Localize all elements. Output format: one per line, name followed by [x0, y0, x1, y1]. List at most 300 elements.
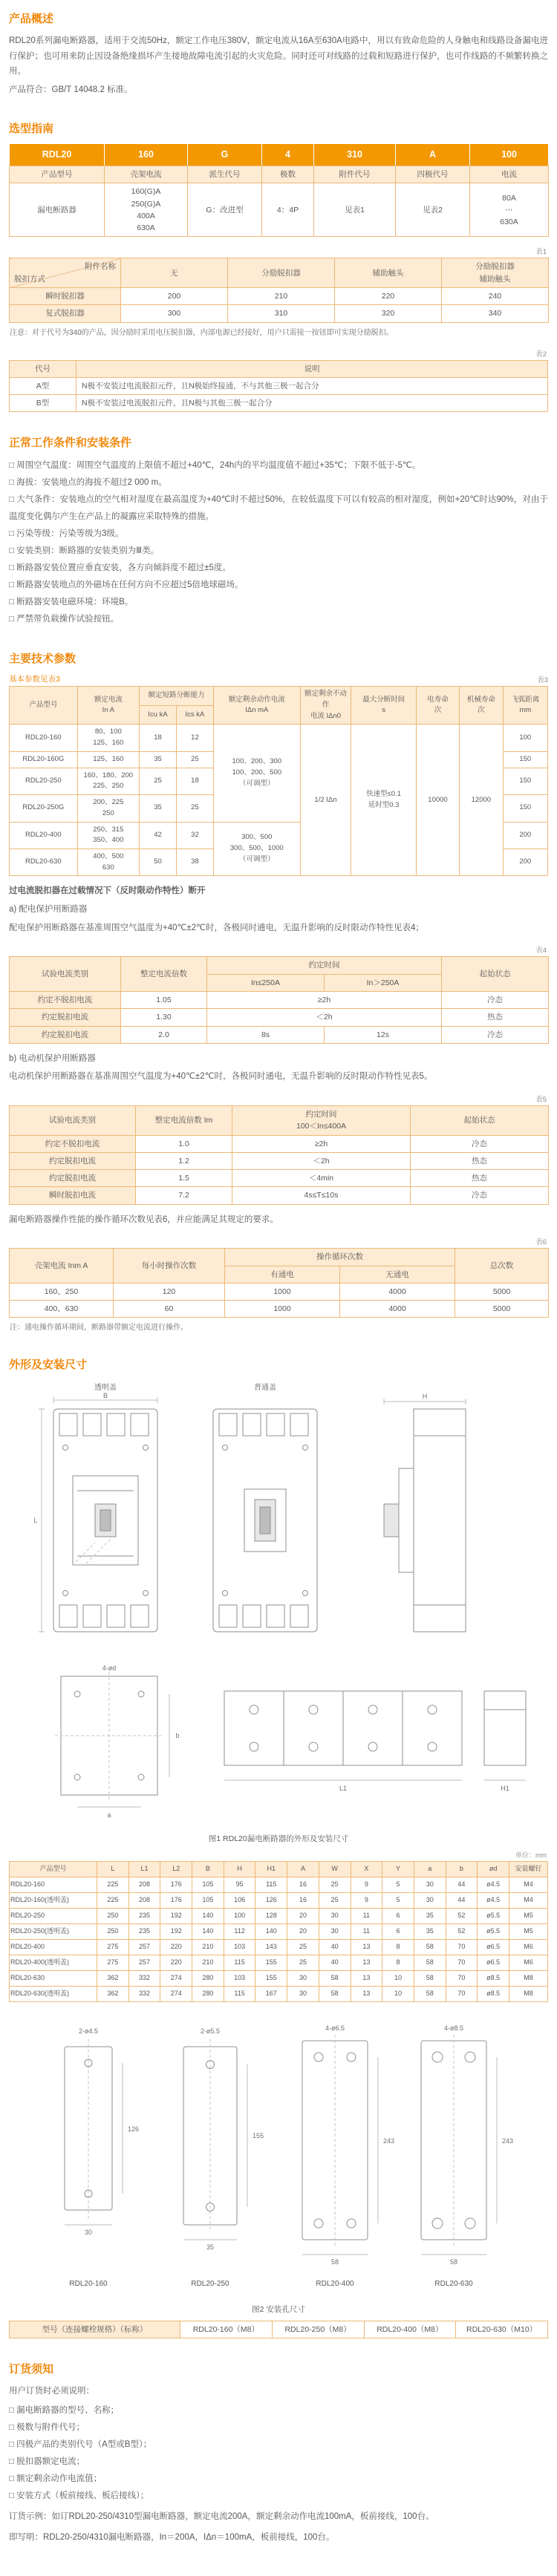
table-cell: RDL20-250G — [10, 795, 78, 822]
table-header-cell: 产品型号 — [10, 1862, 97, 1877]
list-item: □ 断路器安装电磁环境：环境B。 — [9, 598, 134, 607]
table-cell: ø5.5 — [478, 1924, 509, 1940]
figure1-caption: 图1 RDL20漏电断路器的外形及安装尺寸 — [208, 1834, 349, 1844]
table-cell: ø4.5 — [478, 1877, 509, 1893]
table-cell: 274 — [160, 1986, 192, 2001]
table-cell: M4 — [509, 1877, 548, 1893]
table-header-cell: 操作循环次数 — [225, 1249, 455, 1266]
table-cell: 58 — [414, 1986, 446, 2001]
table-header-cell: A — [287, 1862, 319, 1877]
table-cell: A型 — [10, 377, 76, 394]
table-header-cell: 4 — [262, 143, 314, 166]
table-header-cell: 总次数 — [455, 1249, 549, 1284]
table-cell: 235 — [128, 1924, 160, 1940]
table-cell: 6 — [382, 1909, 414, 1924]
table1-label: 表1 — [535, 248, 547, 257]
dim-label-h1: H1 — [501, 1785, 509, 1793]
table-cell: N极不安装过电流脱扣元件，且N极与其他三极一起合分 — [76, 395, 548, 412]
table-header-cell: 约定脱扣电流 — [10, 1170, 136, 1187]
table-cell: 52 — [446, 1909, 478, 1924]
table-cell: 332 — [128, 1971, 160, 1987]
table-header-cell: 额定剩余动作电流 IΔn mA — [213, 687, 300, 725]
table-header-cell: a — [414, 1862, 446, 1877]
table-cell: 200 — [121, 287, 228, 304]
operation-performance-table — [9, 1248, 549, 1318]
front-view-transparent — [33, 1392, 157, 1632]
table-cell: 30 — [287, 1986, 319, 2001]
table4-label: 表4 — [535, 947, 547, 955]
table-cell: 25 — [176, 795, 213, 822]
table-cell: RDL20-250 — [10, 1909, 97, 1924]
section-title-selection: 选型指南 — [9, 122, 54, 135]
table-cell: B型 — [10, 395, 76, 412]
table2-label: 表2 — [535, 350, 547, 359]
table-cell: 35 — [139, 795, 176, 822]
table-header-cell: L — [97, 1862, 129, 1877]
table-row — [10, 1986, 548, 2001]
table-cell: 115 — [224, 1955, 255, 1971]
table-cell: 200 — [503, 822, 548, 849]
table-header-cell: 起始状态 — [411, 1106, 549, 1136]
list-item: □ 严禁带负载操作试验按钮。 — [9, 615, 120, 624]
table-header-cell: 试验电流类别 — [10, 1106, 136, 1136]
figure1 — [9, 1379, 548, 1844]
table-cell: 60 — [114, 1301, 225, 1318]
table-cell: 250 — [97, 1924, 129, 1940]
table-cell: ø4.5 — [478, 1893, 509, 1909]
height-dim: 155 — [253, 2131, 264, 2139]
side-view — [384, 1393, 466, 1632]
mounting-holes-250 — [183, 2027, 264, 2288]
table5-label: 表5 — [535, 1096, 547, 1105]
table-cell: 280 — [192, 1986, 224, 2001]
table-cell: 105 — [192, 1877, 224, 1893]
table-cell: 52 — [446, 1924, 478, 1940]
table-cell: 120 — [114, 1283, 225, 1300]
table-row — [10, 1283, 549, 1300]
table-cell: RDL20-630(透明盖) — [10, 1986, 97, 2001]
table-cell: 176 — [160, 1877, 192, 1893]
table-cell: M6 — [509, 1955, 548, 1971]
table-header-cell: 160 — [105, 143, 188, 166]
table-cell: 38 — [176, 849, 213, 875]
table-row — [10, 1170, 549, 1187]
table-header-cell: H — [224, 1862, 255, 1877]
table-cell: 240 — [442, 287, 549, 304]
table-cell: 25 — [319, 1877, 351, 1893]
table-cell: 5 — [382, 1893, 414, 1909]
table-cell: 208 — [128, 1893, 160, 1909]
table-cell: 70 — [446, 1971, 478, 1987]
width-dim: 58 — [449, 2258, 458, 2266]
table-header-cell: L2 — [160, 1862, 192, 1877]
table-cell: 32 — [176, 822, 213, 849]
list-item: □ 极数与附件代号； — [9, 2422, 85, 2432]
distribution-trip-table — [9, 956, 549, 1043]
table-row — [10, 1187, 549, 1204]
table-cell: 210 — [192, 1955, 224, 1971]
dim-label-l: L — [33, 1517, 38, 1525]
mounting-holes-160 — [65, 2027, 139, 2288]
table-cell: 13 — [351, 1971, 382, 1987]
table-cell: 30 — [319, 1924, 351, 1940]
table-row — [10, 1026, 549, 1043]
table-row — [10, 1955, 548, 1971]
table-header-cell: 310 — [314, 143, 396, 166]
table-header-cell: 约定时间 — [207, 957, 442, 974]
model-label: RDL20-630 — [434, 2279, 473, 2288]
table-cell: 冷态 — [411, 1135, 549, 1152]
table-cell: 热态 — [411, 1152, 549, 1169]
section-title-tech: 主要技术参数 — [9, 653, 76, 666]
table-row — [10, 1971, 548, 1987]
table-cell: 13 — [351, 1955, 382, 1971]
table-cell: 220 — [160, 1940, 192, 1955]
table-header-cell: W — [319, 1862, 351, 1877]
table-cell: 1000 — [225, 1283, 340, 1300]
table-header-cell: 额定短路分断能力 — [139, 687, 213, 706]
table-cell: 25 — [176, 751, 213, 768]
table-cell: 160(G)A 250(G)A 400A 630A — [105, 183, 188, 237]
table-header-cell: Icu kA — [139, 705, 176, 725]
table-header-cell: 辅助触头 — [335, 258, 442, 288]
table-header-cell: 100 — [470, 143, 549, 166]
table-cell: 25 — [287, 1940, 319, 1955]
section-title-conditions: 正常工作条件和安装条件 — [9, 437, 132, 450]
table-cell: 见表1 — [314, 183, 396, 237]
table-cell: 25 — [139, 768, 176, 794]
table-cell: 1.2 — [136, 1152, 232, 1169]
table-cell: 200 — [503, 849, 548, 875]
table-cell: 58 — [414, 1955, 446, 1971]
section-title-dimensions: 外形及安装尺寸 — [9, 1359, 88, 1372]
hole-label: 4-ø8.5 — [443, 2024, 464, 2032]
table-cell: 35 — [414, 1924, 446, 1940]
figure1-drawing — [9, 1379, 548, 1825]
table-cell: 10 — [382, 1971, 414, 1987]
table-row — [10, 1249, 549, 1266]
table-cell: 12 — [176, 725, 213, 751]
table-cell: 2.0 — [121, 1026, 207, 1043]
table-row — [10, 305, 549, 322]
table-header-cell: 电寿命 次 — [416, 687, 459, 725]
table-cell: RDL20-400 — [10, 1940, 97, 1955]
main-parameters-table — [9, 686, 548, 876]
table-header-cell: 约定不脱扣电流 — [10, 1135, 136, 1152]
bottom-view — [224, 1691, 462, 1792]
overload-a-title: a) 配电保护用断路器 — [9, 905, 88, 915]
table-cell: ø6.5 — [478, 1955, 509, 1971]
table-cell: 9 — [351, 1877, 382, 1893]
table-cell: 冷态 — [411, 1187, 549, 1204]
table-header-cell: 无 — [121, 258, 228, 288]
table-cell: M5 — [509, 1924, 548, 1940]
table-cell: 210 — [228, 287, 335, 304]
table-header-cell: 壳架电流 Inm A — [10, 1249, 114, 1284]
table-row — [10, 1877, 548, 1893]
height-dim: 126 — [128, 2125, 140, 2133]
table-row — [10, 1893, 548, 1909]
table-cell: 220 — [335, 287, 442, 304]
list-item: □ 大气条件：安装地点的空气相对湿度在最高温度为+40℃时不超过50%，在较低温度下可以有较高的相对湿度，例如+20℃时达90%，对由于温度变化偶尔产生在产品上的凝露应采取特殊的措施。 — [9, 495, 548, 522]
table-cell: 10000 — [416, 725, 459, 876]
table1-note: 注意：对于代号为340的产品，因分励时采用电压脱扣器，内部电源已经接好，用户只需接一按钮即可实现分励脱扣。 — [10, 328, 394, 337]
table-cell: 18 — [176, 768, 213, 794]
accessory-code-table — [9, 258, 549, 322]
table-cell: 1.5 — [136, 1170, 232, 1187]
table-cell: 30 — [414, 1893, 446, 1909]
hole-label: 2-ø4.5 — [78, 2027, 99, 2035]
table-cell: RDL20-630 — [10, 1971, 97, 1987]
table-header-cell: 瞬时脱扣电流 — [10, 1187, 136, 1204]
table-header-cell: H1 — [255, 1862, 287, 1877]
list-item: □ 额定剩余动作电流值； — [9, 2474, 102, 2483]
table-header-cell: 无通电 — [340, 1266, 455, 1283]
list-item: □ 周围空气温度：周围空气温度的上限值不超过+40℃，24h内的平均温度值不超过+35℃；下限不低于-5℃。 — [9, 461, 421, 471]
overview-paragraph: RDL20系列漏电断路器，适用于交流50Hz，额定工作电压380V，额定电流从16A至630A电路中，用以有致命危险的人身触电和线路设备漏电进行保护；也可用来防止因设备绝缘损坏产生接地故障电流引起的火灾危险。同时还可对线路的过载和短路进行保护，也可作线路的不频繁转换之用。 — [9, 36, 548, 76]
table-cell: M4 — [509, 1893, 548, 1909]
model-label: RDL20-160 — [69, 2279, 108, 2288]
list-item: □ 脱扣器额定电流； — [9, 2456, 85, 2466]
table-cell: RDL20-400 — [10, 822, 78, 849]
table-header-cell: L1 — [128, 1862, 160, 1877]
table-cell: 225 — [97, 1877, 129, 1893]
table-cell: 310 — [228, 305, 335, 322]
table-header-cell: Ics kA — [176, 705, 213, 725]
table-cell: 160、180、200 225、250 — [77, 768, 139, 794]
table-cell: RDL20-630 — [10, 849, 78, 875]
table-header-cell: 整定电流倍数 Im — [136, 1106, 232, 1136]
table-cell: 274 — [160, 1971, 192, 1987]
table-cell: 冷态 — [442, 1026, 549, 1043]
table-header-cell: 复式脱扣器 — [10, 305, 121, 322]
table-header-cell: 整定电流倍数 — [121, 957, 207, 992]
table-cell: 30 — [414, 1877, 446, 1893]
overview-standard: 产品符合：GB/T 14048.2 标准。 — [9, 85, 133, 95]
table-row — [10, 360, 548, 377]
table-cell: 1000 — [225, 1301, 340, 1318]
table-header-cell: 约定脱扣电流 — [10, 1009, 121, 1026]
table-cell: RDL20-160 — [10, 1877, 97, 1893]
table-header-cell: 约定脱扣电流 — [10, 1026, 121, 1043]
table-header-cell: 试验电流类别 — [10, 957, 121, 992]
table-header-cell: 约定脱扣电流 — [10, 1152, 136, 1169]
table-cell: 100 — [503, 725, 548, 751]
table-cell: 快速型≤0.1 延时型0.3 — [351, 725, 416, 876]
table-cell: 5000 — [455, 1301, 549, 1318]
table-cell: RDL20-250(透明盖) — [10, 1924, 97, 1940]
table-cell: 42 — [139, 822, 176, 849]
table-row — [10, 1924, 548, 1940]
table-row — [10, 143, 549, 166]
dim-label-b: B — [102, 1392, 108, 1400]
table-header-cell: 壳架电流 — [105, 166, 188, 183]
table-cell: ≥2h — [232, 1135, 411, 1152]
table-cell: 275 — [97, 1955, 129, 1971]
table-cell: 140 — [255, 1924, 287, 1940]
table-row — [10, 166, 549, 183]
table6-note: 注：通电操作循环期间，断路器带额定电流进行操作。 — [10, 1324, 188, 1333]
front-view-ordinary — [213, 1409, 317, 1632]
table-header-cell: 额定电流 In A — [77, 687, 139, 725]
table-header-cell: A — [396, 143, 470, 166]
table-cell: 257 — [128, 1955, 160, 1971]
table-row — [10, 991, 549, 1008]
table-cell: G：改进型 — [188, 183, 262, 237]
selection-model-table — [9, 143, 549, 238]
table-row — [10, 1909, 548, 1924]
table-cell: ＜4min — [232, 1170, 411, 1187]
table-cell: 140 — [192, 1924, 224, 1940]
table-header-cell: 额定剩余不动作 电流 IΔn0 — [300, 687, 351, 725]
model-label: RDL20-400 — [316, 2279, 354, 2288]
table-cell: 4：4P — [262, 183, 314, 237]
table-cell: RDL20-400(透明盖) — [10, 1955, 97, 1971]
table-cell: 9 — [351, 1893, 382, 1909]
table-cell: 225 — [97, 1893, 129, 1909]
table-header-cell: X — [351, 1862, 382, 1877]
table-row — [10, 258, 549, 288]
dim-label-holes: 4-ød — [102, 1664, 117, 1673]
figure1-left-label: 透明盖 — [94, 1384, 117, 1393]
table-cell: 150 — [503, 768, 548, 794]
table-cell: 20 — [287, 1909, 319, 1924]
hole-label: 4-ø6.5 — [325, 2024, 345, 2032]
section-title-overview: 产品概述 — [9, 13, 54, 25]
table-cell: 140 — [192, 1909, 224, 1924]
table-cell: 70 — [446, 1986, 478, 2001]
table-cell: RDL20-250 — [10, 768, 78, 794]
table-cell: 400、630 — [10, 1301, 114, 1318]
table-cell: 115 — [224, 1986, 255, 2001]
table-cell: 143 — [255, 1940, 287, 1955]
table-cell: 362 — [97, 1986, 129, 2001]
section-title-ordering: 订货须知 — [9, 2363, 54, 2376]
table-cell: 220 — [160, 1955, 192, 1971]
connection-table — [9, 2321, 548, 2338]
table-cell: 400、500 630 — [77, 849, 139, 875]
table-cell: 167 — [255, 1986, 287, 2001]
table-header-cell: B — [192, 1862, 224, 1877]
width-dim: 58 — [330, 2258, 339, 2266]
table-cell: 10 — [382, 1986, 414, 2001]
motor-trip-table — [9, 1105, 549, 1205]
dimension-table — [9, 1861, 548, 2001]
table-cell: RDL20-160G — [10, 751, 78, 768]
table-cell: 103 — [224, 1971, 255, 1987]
table-row — [10, 1301, 549, 1318]
table-cell: 58 — [414, 1940, 446, 1955]
table-cell: 103 — [224, 1940, 255, 1955]
table-header-cell: 派生代号 — [188, 166, 262, 183]
table-cell: N极不安装过电流脱扣元件，且N极始终接通，不与其他三极一起合分 — [76, 377, 548, 394]
table-cell: 25 — [287, 1955, 319, 1971]
table-cell: 106 — [224, 1893, 255, 1909]
table-cell: ø8.5 — [478, 1971, 509, 1987]
figure2-caption: 图2 安装孔尺寸 — [252, 2304, 305, 2314]
mounting-holes-400 — [302, 2024, 394, 2288]
table-cell: RDL20-630（M10） — [456, 2321, 548, 2338]
table-row — [10, 725, 548, 751]
table-header-cell: ød — [478, 1862, 509, 1877]
table-cell: 热态 — [411, 1170, 549, 1187]
table-cell: 275 — [97, 1940, 129, 1955]
table-header-cell: In＞250A — [325, 974, 442, 991]
table-cell: 128 — [255, 1909, 287, 1924]
table-header-cell: 代号 — [10, 360, 76, 377]
table-cell: 150 — [503, 751, 548, 768]
height-dim: 243 — [502, 2137, 514, 2145]
table-cell: 160、250 — [10, 1283, 114, 1300]
table-header-cell: 分励脱扣器 — [228, 258, 335, 288]
table-cell: 332 — [128, 1986, 160, 2001]
pole-code-table — [9, 360, 548, 413]
table-cell: M6 — [509, 1940, 548, 1955]
table-cell: 208 — [128, 1877, 160, 1893]
table-cell: 44 — [446, 1877, 478, 1893]
table-cell: 192 — [160, 1909, 192, 1924]
ordering-list — [9, 2402, 548, 2505]
table-cell: 58 — [319, 1971, 351, 1987]
basic-params-label: 基本参数见表3 — [9, 675, 60, 684]
table-row — [10, 1152, 549, 1169]
table-cell: 12000 — [460, 725, 503, 876]
table-cell: 1.30 — [121, 1009, 207, 1026]
table-cell: 200、225 250 — [77, 795, 139, 822]
table-cell: 16 — [287, 1893, 319, 1909]
table-cell: 250、315 350、400 — [77, 822, 139, 849]
table-row — [10, 1009, 549, 1026]
table-cell: 7.2 — [136, 1187, 232, 1204]
table-header-cell: G — [188, 143, 262, 166]
table-cell: M8 — [509, 1971, 548, 1987]
overload-a-text: 配电保护用断路器在基准周围空气温度为+40℃±2℃时，各极同时通电，无温升影响的反时限动作特性见表4； — [9, 923, 424, 932]
table-row — [10, 1940, 548, 1955]
table-cell: 18 — [139, 725, 176, 751]
table-cell: 8s — [207, 1026, 325, 1043]
cycle-text: 漏电断路器操作性能的操作循环次数见表6，并应能满足其规定的要求。 — [9, 1215, 278, 1224]
table-cell: 1/2 IΔn — [300, 725, 351, 876]
table-cell: 250 — [97, 1909, 129, 1924]
table-cell: 40 — [319, 1940, 351, 1955]
figure2 — [9, 2010, 548, 2315]
table-header-cell: 瞬时脱扣器 — [10, 287, 121, 304]
ordering-example-2: 即写明：RDL20-250/4310漏电断路器，In＝200A，IΔn＝100mA，板前接线，100台。 — [9, 2532, 335, 2542]
conditions-list — [9, 457, 548, 628]
table-cell: 95 — [224, 1877, 255, 1893]
table-header-cell: 机械寿命 次 — [460, 687, 503, 725]
table-header-cell: 最大分断时间 s — [351, 687, 416, 725]
table-cell: RDL20-160（M8） — [180, 2321, 273, 2338]
table-header-cell: 分励脱扣器 辅助触头 — [442, 258, 549, 288]
list-item: □ 安装类别：断路器的安装类别为Ⅲ类。 — [9, 546, 160, 556]
overload-b-text: 电动机保护用断路器在基准周围空气温度为+40℃±2℃时，各极同时通电，无温升影响的反时限动作特性见表5。 — [9, 1072, 433, 1082]
list-item: □ 海拔：安装地点的海拔不超过2 000 m。 — [9, 478, 167, 488]
table-header-cell: 产品型号 — [10, 687, 78, 725]
table-header-cell: 飞弧距离 mm — [503, 687, 548, 725]
table-cell: RDL20-160 — [10, 725, 78, 751]
table-cell: 126 — [255, 1893, 287, 1909]
table-row — [10, 687, 548, 706]
table-cell: 155 — [255, 1971, 287, 1987]
table-row — [10, 377, 548, 394]
width-dim: 35 — [206, 2243, 215, 2251]
table-header-cell: 电流 — [470, 166, 549, 183]
list-item: □ 安装方式（板前接线、板后接线）； — [9, 2491, 149, 2500]
table-cell: 176 — [160, 1893, 192, 1909]
hole-label: 2-ø5.5 — [200, 2027, 221, 2035]
table-cell: 16 — [287, 1877, 319, 1893]
